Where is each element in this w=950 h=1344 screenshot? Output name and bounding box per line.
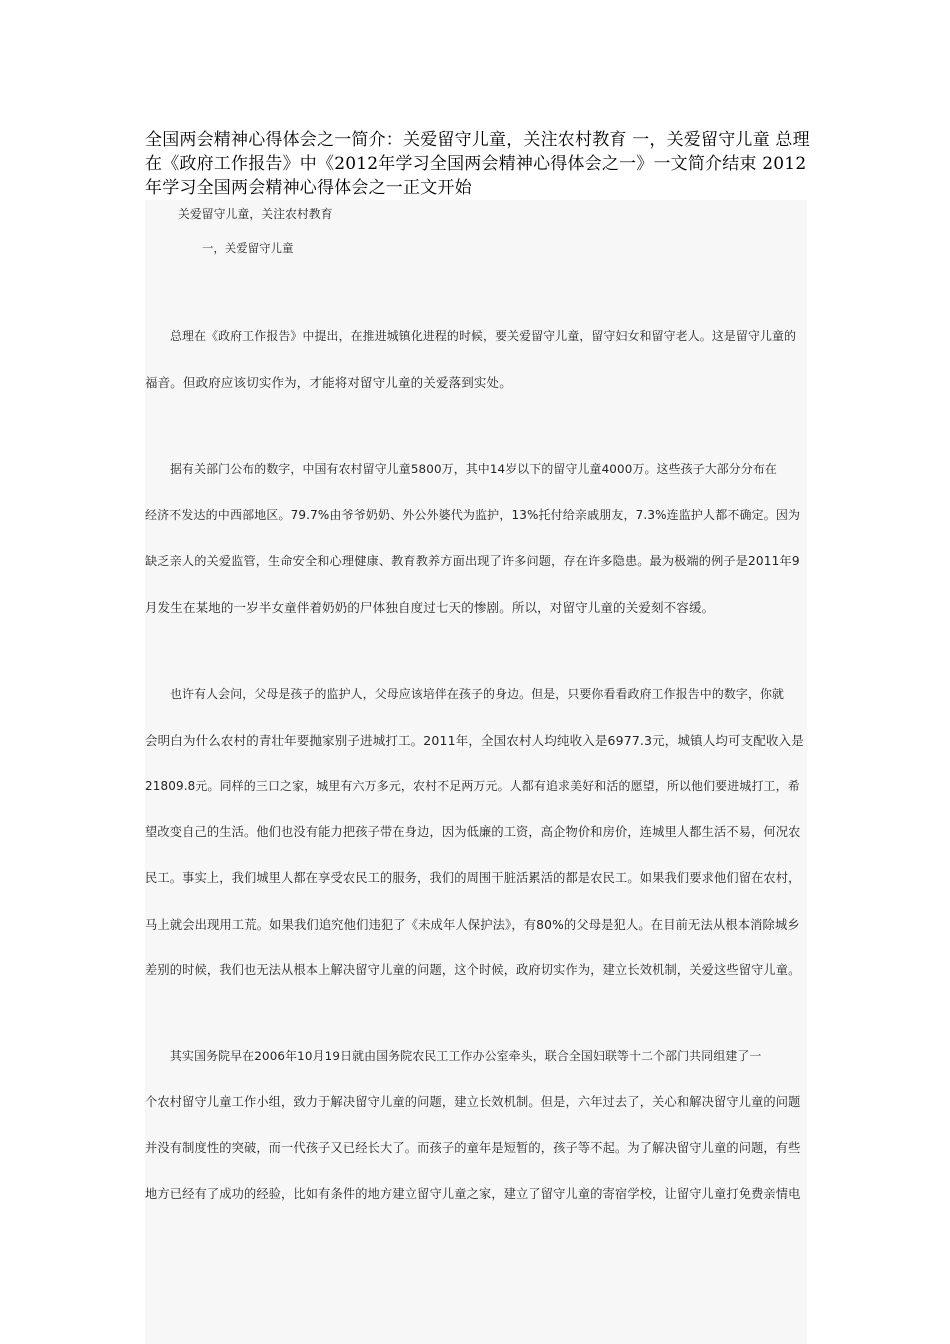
paragraph-2-line-2: 经济不发达的中西部地区。79.7%由爷爷奶奶、外公外婆代为监护，13%托付给亲戚朋友，7.3%连监护人都不确定。因为 xyxy=(145,508,801,522)
paragraph-3-line-1: 也许有人会问，父母是孩子的监护人，父母应该培伴在孩子的身边。但是，只要你看看政府工作报告中的数字，你就 xyxy=(170,687,785,701)
paragraph-2-line-1: 据有关部门公布的数字，中国有农村留守儿童5800万，其中14岁以下的留守儿童4000万。这些孩子大部分分布在 xyxy=(170,462,777,476)
paragraph-4-line-3: 并没有制度性的突破，而一代孩子又已经长大了。而孩子的童年是短暂的，孩子等不起。为了解决留守儿童的问题，有些 xyxy=(145,1141,801,1155)
paragraph-3-line-2: 会明白为什么农村的青壮年要抛家别子进城打工。2011年，全国农村人均纯收入是6977.3元，城镇人均可支配收入是 xyxy=(145,733,804,748)
paragraph-3-line-7: 差别的时候，我们也无法从根本上解决留守儿童的问题，这个时候，政府切实作为，建立长效机制，关爱这些留守儿童。 xyxy=(145,963,801,977)
paragraph-3-line-6: 马上就会出现用工荒。如果我们追究他们违犯了《未成年人保护法》，有80%的父母是犯人。在目前无法从根本消除城乡 xyxy=(145,918,800,932)
article-body-background xyxy=(145,200,807,1344)
paragraph-3-line-5: 民工。事实上，我们城里人都在享受农民工的服务，我们的周围干脏活累活的都是农民工。如果我们要求他们留在农村， xyxy=(145,871,801,885)
paragraph-3-line-4: 望改变自己的生活。他们也没有能力把孩子带在身边，因为低廉的工资，高企物价和房价，连城里人都生活不易，何况农 xyxy=(145,825,801,839)
paragraph-4-line-1: 其实国务院早在2006年10月19日就由国务院农民工工作办公室牵头，联合全国妇联等十二个部门共同组建了一 xyxy=(170,1049,762,1063)
paragraph-1-line-1: 总理在《政府工作报告》中提出，在推进城镇化进程的时候，要关爱留守儿童，留守妇女和留守老人。这是留守儿童的 xyxy=(170,329,797,343)
article-heading: 关爱留守儿童，关注农村教育 xyxy=(178,207,333,221)
paragraph-1-line-2: 福音。但政府应该切实作为，才能将对留守儿童的关爱落到实处。 xyxy=(145,375,512,390)
intro-summary: 全国两会精神心得体会之一简介：关爱留守儿童，关注农村教育 一，关爱留守儿童 总理在《政府工作报告》中《2012年学习全国两会精神心得体会之一》一文简介结束 2012年学习全国两会精神心得体会之一正文开始 xyxy=(145,130,810,198)
paragraph-2-line-3: 缺乏亲人的关爱监管，生命安全和心理健康、教育教养方面出现了许多问题，存在许多隐患。最为极端的例子是2011年9 xyxy=(145,554,800,568)
paragraph-2-line-4: 月发生在某地的一岁半女童伴着奶奶的尸体独自度过七天的惨剧。所以，对留守儿童的关爱刻不容缓。 xyxy=(145,600,715,615)
section-heading: 一，关爱留守儿童 xyxy=(202,242,294,255)
paragraph-4-line-2: 个农村留守儿童工作小组，致力于解决留守儿童的问题，建立长效机制。但是，六年过去了，关心和解决留守儿童的问题 xyxy=(145,1095,801,1109)
paragraph-3-line-3: 21809.8元。同样的三口之家，城里有六万多元，农村不足两万元。人都有追求美好和活的愿望，所以他们要进城打工，希 xyxy=(145,779,800,793)
paragraph-4-line-4: 地方已经有了成功的经验，比如有条件的地方建立留守儿童之家，建立了留守儿童的寄宿学校，让留守儿童打免费亲情电 xyxy=(145,1187,801,1201)
